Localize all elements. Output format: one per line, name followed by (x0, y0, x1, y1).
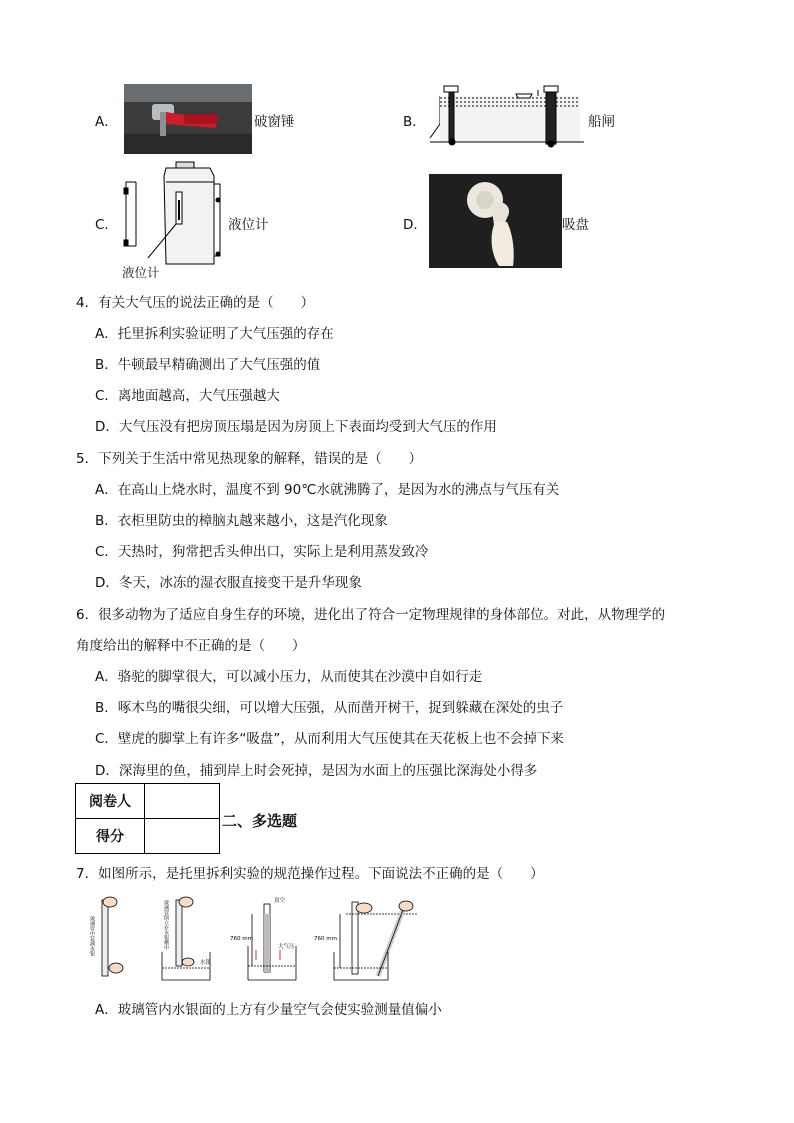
vacuum-label: 真空 (274, 898, 286, 904)
q6-option-d: D．深海里的鱼，捕到岸上时会死掉，是因为水面上的压强比深海处小得多 (95, 763, 538, 779)
q6-option-b: B．啄木鸟的嘴很尖细，可以增大压强，从而凿开树干，捉到躲藏在深处的虫子 (95, 700, 564, 716)
q5-option-d: D．冬天，冰冻的湿衣服直接变干是升华现象 (95, 575, 362, 591)
q6-stem-line2: 角度给出的解释中不正确的是（ ） (76, 638, 306, 654)
option-d-label: 吸盘 (562, 217, 589, 233)
step3-tube (248, 904, 296, 980)
score-box (75, 783, 220, 854)
step2-label: 玻璃管倒立在水银槽中 (163, 900, 169, 950)
height-label-1: 760 mm (230, 936, 253, 942)
q6-stem-line1: 6．很多动物为了适应自身生存的环境，进化出了符合一定物理规律的身体部位。对此，从物理学的 (76, 607, 666, 623)
step2-tube (162, 897, 210, 980)
q4-option-a: A．托里拆利实验证明了大气压强的存在 (95, 326, 334, 342)
option-b-letter: B． (403, 114, 426, 130)
q4-option-b: B．牛顿最早精确测出了大气压强的值 (95, 357, 321, 373)
q4-option-d: D．大气压没有把房顶压塌是因为房顶上下表面均受到大气压的作用 (95, 419, 497, 435)
q7-option-a: A．玻璃管内水银面的上方有少量空气会使实验测量值偏小 (95, 1002, 442, 1018)
option-b-label: 船闸 (588, 114, 615, 130)
q4-stem: 4．有关大气压的说法正确的是（ ） (76, 295, 315, 311)
torricelli-experiment-figure (88, 892, 448, 984)
q5-stem: 5．下列关于生活中常见热现象的解释，错误的是（ ） (76, 451, 423, 467)
option-d-letter: D． (403, 217, 427, 233)
mercury-label: 水银 (200, 960, 212, 966)
score-field[interactable] (145, 819, 220, 854)
reviewer-field[interactable] (145, 784, 220, 819)
atm-label: 大气压 (278, 944, 295, 950)
step1-tube (102, 897, 123, 976)
q5-option-c: C．天热时，狗常把舌头伸出口，实际上是利用蒸发致冷 (95, 544, 429, 560)
option-c-letter: C． (95, 217, 118, 233)
option-c-label: 液位计 (228, 217, 269, 233)
step4-tube (334, 901, 418, 980)
reviewer-label: 阅卷人 (76, 784, 145, 819)
hammer-photo (124, 84, 252, 154)
q6-option-a: A．骆驼的脚掌很大，可以减小压力，从而使其在沙漠中自如行走 (95, 669, 483, 685)
q4-option-c: C．离地面越高，大气压强越大 (95, 388, 280, 404)
q7-stem: 7．如图所示，是托里拆利实验的规范操作过程。下面说法不正确的是（ ） (76, 866, 544, 882)
q5-option-b: B．衣柜里防虫的樟脑丸越来越小，这是汽化现象 (95, 513, 388, 529)
water-heater-level-gauge-diagram (118, 160, 230, 270)
option-a-label: 破窗锤 (254, 114, 295, 130)
score-label: 得分 (76, 819, 145, 854)
step1-label: 玻璃管中装满水银 (89, 916, 95, 956)
q6-option-c: C．壁虎的脚掌上有许多“吸盘”，从而利用大气压使其在天花板上也不会掉下来 (95, 731, 564, 747)
ship-lock-diagram (428, 80, 586, 152)
q5-option-a: A．在高山上烧水时，温度不到 90℃水就沸腾了，是因为水的沸点与气压有关 (95, 482, 560, 498)
section-title: 二、多选题 (222, 812, 298, 830)
option-a-letter: A． (95, 114, 118, 130)
suction-cup-photo (429, 174, 562, 268)
option-c-caption: 液位计 (122, 265, 160, 280)
height-label-2: 760 mm (314, 936, 337, 942)
